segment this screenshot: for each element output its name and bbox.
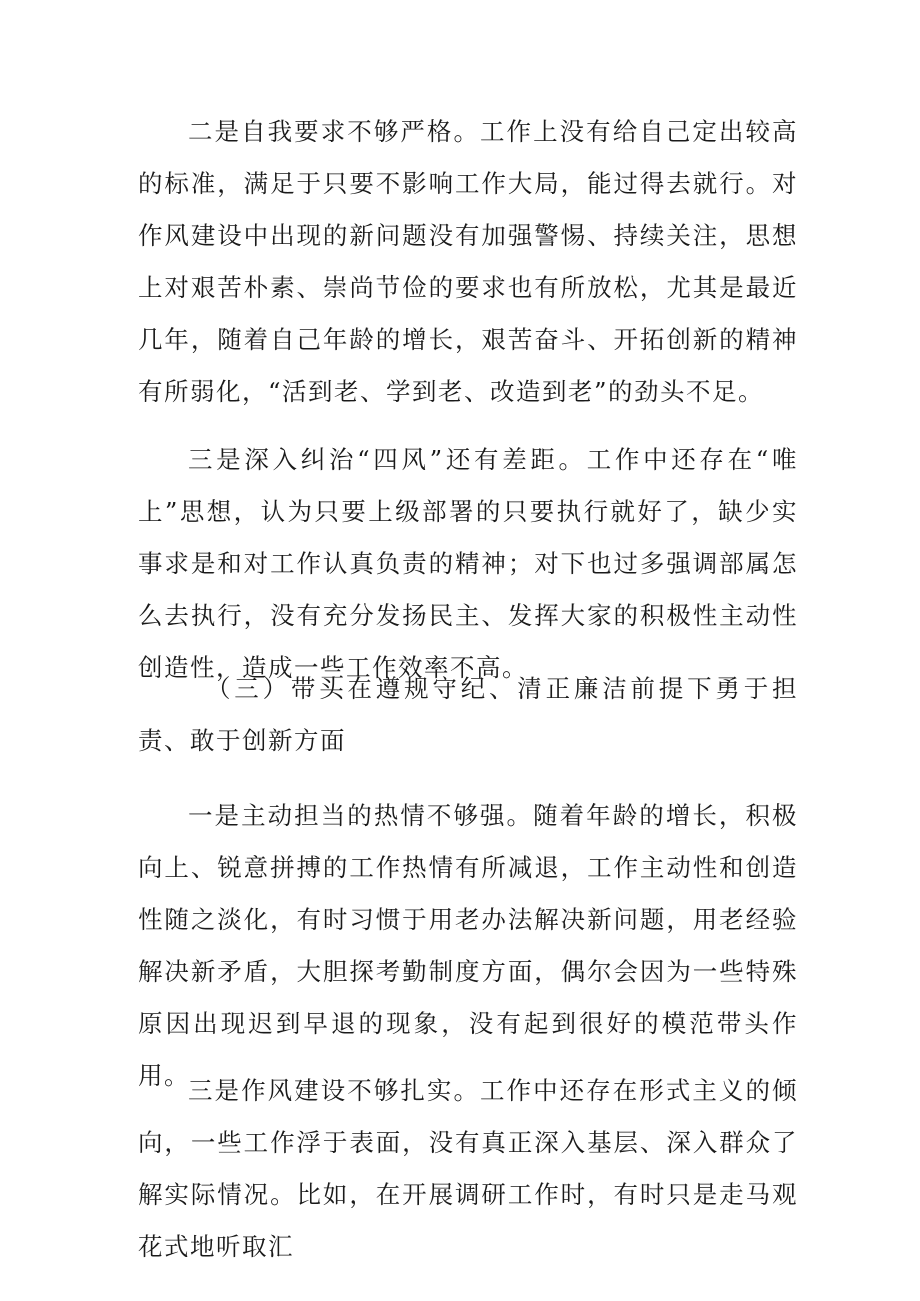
paragraph-work-style: 三是作风建设不够扎实。工作中还存在形式主义的倾向，一些工作浮于表面，没有真正深入基层、深入群众了解实际情况。比如，在开展调研工作时，有时只是走马观花式地听取汇 (138, 1076, 798, 1261)
section-heading: （三）带头在遵规守纪、清正廉洁前提下勇于担责、敢于创新方面 (138, 674, 798, 755)
paragraph-initiative: 一是主动担当的热情不够强。随着年龄的增长，积极向上、锐意拼搏的工作热情有所减退，工作主动性和创造性随之淡化，有时习惯于用老办法解决新问题，用老经验解决新矛盾，大胆探考勤制度方面，偶尔会因为一些特殊原因出现迟到早退的现象，没有起到很好的模范带头作用。 (138, 801, 798, 1090)
paragraph-self-requirement: 二是自我要求不够严格。工作上没有给自己定出较高的标准，满足于只要不影响工作大局，能过得去就行。对作风建设中出现的新问题没有加强警惕、持续关注，思想上对艰苦朴素、崇尚节俭的要求也有所放松，尤其是最近几年，随着自己年龄的增长，艰苦奋斗、开拓创新的精神有所弱化，“活到老、学到老、改造到老”的劲头不足。 (138, 117, 798, 406)
paragraph-four-styles: 三是深入纠治“四风”还有差距。工作中还存在“唯上”思想，认为只要上级部署的只要执行就好了，缺少实事求是和对工作认真负责的精神；对下也过多强调部属怎么去执行，没有充分发扬民主、发挥大家的积极性主动性创造性，造成一些工作效率不高。 (138, 445, 798, 682)
